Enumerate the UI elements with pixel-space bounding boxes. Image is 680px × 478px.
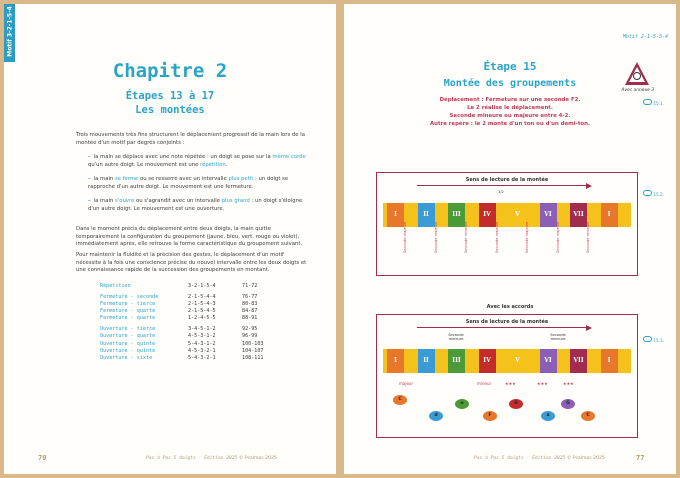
paragraph-3: Pour maintenir la fluidité et la précision des gestes, le déplacement d'un motif nécessite à la fois une conscience précise du nouvel intervalle entre les deux doigts et une connaissance rapide de la succession des groupements en montant. xyxy=(76,252,307,274)
interval-label-top: Seconde mineure xyxy=(550,333,566,341)
audio-ref-label: 15.3. xyxy=(653,338,664,343)
bullet-dash: – xyxy=(88,154,91,160)
ascent-diagram xyxy=(376,172,638,276)
motif-sequence: 1-2-4-5-5 xyxy=(188,315,216,322)
motif-name: Ouverture - quarte xyxy=(100,333,156,340)
motif-sequence: 3-2-1-5-4 xyxy=(188,283,216,289)
page-number-left: 70 xyxy=(38,454,47,462)
half-step-label: 1/2 xyxy=(498,190,504,194)
right-page xyxy=(344,4,676,474)
reading-direction-arrow xyxy=(417,327,587,328)
bullet-ouverture xyxy=(88,198,308,213)
degree-cell: V xyxy=(509,203,526,227)
degree-cell: VI xyxy=(540,349,557,373)
motif-name: Fermeture - quarte xyxy=(100,315,156,322)
bullet-text: : un doigt se rapproche d'un autre doigt. Le mouvement est une fermeture. xyxy=(88,176,289,190)
chords-title: Avec les accords xyxy=(486,304,534,310)
degree-cell: V xyxy=(509,349,526,373)
footer-left xyxy=(146,456,277,461)
motif-pages: 84-87 xyxy=(242,308,258,315)
degree-cell: III xyxy=(448,203,465,227)
interval-label: Seconde majeure xyxy=(433,221,438,253)
bullet-text: qu'un autre doigt. Le mouvement est une xyxy=(88,161,201,168)
audio-ref-1[interactable] xyxy=(643,99,664,106)
motif-pages: 96-99 xyxy=(242,333,258,340)
chapter-steps: Étapes 13 à 17 xyxy=(125,90,215,102)
intro-text: Trois mouvements très fins structurent le déplacement progressif de la main lors de la montée d'un motif par degrés conjoints : xyxy=(76,132,305,146)
chord-badge: a xyxy=(541,411,555,421)
chord-marker: ★★★ xyxy=(563,381,574,386)
degree-cell: I xyxy=(601,349,618,373)
degree-cell: IV xyxy=(479,349,496,373)
motif-name: Ouverture - quinte xyxy=(100,347,156,354)
chord-badge: C xyxy=(581,411,595,421)
motif-name: Ouverture - tierce xyxy=(100,326,156,332)
bullet-highlight: répétition xyxy=(200,161,226,168)
motif-pages: 104-107 xyxy=(242,347,264,354)
motif-sequence: 4-5-3-2-1 xyxy=(188,347,216,354)
motif-pages: 92-95 xyxy=(242,326,258,332)
bullet-text: : un doigt s'éloigne d'un autre doigt. Le mouvement est une ouverture. xyxy=(88,198,303,212)
motif-table xyxy=(100,283,300,365)
desc-line: Seconde mineure ou majeure entre 4-2. xyxy=(449,113,571,119)
interval-label: Seconde mineure xyxy=(586,221,590,253)
bullet-highlight: plus grand xyxy=(221,198,250,204)
chapter-title: Chapitre 2 xyxy=(112,60,228,82)
bullet-text: la main xyxy=(93,176,115,182)
footer-copyright: © Psalmos 2025 xyxy=(238,456,277,461)
bullet-text: ou se resserre avec un intervalle xyxy=(138,176,229,182)
left-page xyxy=(4,4,336,474)
footer-title: Pas à Pas 5 doigts - Édition 2025 xyxy=(146,456,238,461)
chord-badge: G xyxy=(561,399,575,409)
motif-sequence: 5-4-3-1-2 xyxy=(188,340,216,347)
chord-marker: ★★★ xyxy=(537,381,548,386)
footer-right xyxy=(474,456,605,461)
interval-label-top: Seconde mineure xyxy=(448,333,464,341)
audio-icon xyxy=(643,190,652,196)
bullet-fermeture xyxy=(88,176,308,191)
chord-marker: ★★★ xyxy=(505,381,516,386)
motif-side-tab xyxy=(4,4,15,62)
motif-pages: 80-83 xyxy=(242,300,258,307)
motif-pages: 108-111 xyxy=(242,355,264,362)
bullet-highlight: même corde xyxy=(272,154,306,160)
footer-copyright: © Psalmos 2025 xyxy=(566,456,605,461)
interval-label: Seconde majeure xyxy=(403,221,407,253)
degree-cell: I xyxy=(601,203,618,227)
interval-label: Seconde majeure xyxy=(525,221,529,253)
reading-direction-arrow xyxy=(417,185,587,186)
paragraph-2: Dans le moment précis du déplacement entre deux doigts, la main quitte temporairement la configuration du groupement (jaune, bleu, vert, rouge ou violet), immédiatement après, elle retrouve la forme caractéristique du groupement suivant. xyxy=(76,226,303,248)
degree-cell: VI xyxy=(540,203,557,227)
motif-sequence: 2-1-5-4-3 xyxy=(188,300,216,307)
degree-cell: VII xyxy=(570,203,587,227)
motif-pages: 88-91 xyxy=(242,315,258,322)
annexe-label: Avec annexe 3 xyxy=(621,88,654,93)
motif-sequence: 2-1-5-4-4 xyxy=(188,293,216,300)
motif-name: Fermeture - quarte xyxy=(100,308,156,315)
degree-cell: IV xyxy=(479,203,496,227)
degree-cell: II xyxy=(418,203,435,227)
motif-name: Fermeture - tierce xyxy=(100,300,156,307)
chord-badge: F xyxy=(483,411,497,421)
footer-title: Pas à Pas 5 doigts - Édition 2025 xyxy=(474,456,566,461)
chord-badge: d xyxy=(429,411,443,421)
bullet-text: . xyxy=(225,161,228,168)
motif-sequence: 2-1-5-4-5 xyxy=(188,308,216,315)
annexe-triangle-icon[interactable] xyxy=(624,61,650,87)
degree-cell: I xyxy=(387,203,404,227)
bullet-dash: – xyxy=(88,176,91,182)
desc-line: Autre repère : le 2 monte d'un ton ou d'un demi-ton. xyxy=(429,121,591,127)
degree-cell: III xyxy=(448,349,465,373)
audio-icon xyxy=(643,336,652,342)
motif-pages: 100-103 xyxy=(242,340,264,347)
interval-label: Seconde majeure xyxy=(555,221,560,253)
motif-pages: 76-77 xyxy=(242,293,258,300)
bullet-dash: – xyxy=(88,198,91,204)
bullet-text: la main se déplace avec une note répétée : un doigt se pose sur la xyxy=(93,154,273,160)
chord-badge: G xyxy=(509,399,523,409)
motif-name: Ouverture - sixte xyxy=(100,355,153,362)
degree-cell: I xyxy=(387,349,404,373)
interval-label: Seconde majeure xyxy=(494,221,499,253)
page-number-right: 77 xyxy=(636,454,645,462)
chapter-subtitle: Les montées xyxy=(135,104,205,116)
bullet-highlight: s'ouvre xyxy=(114,198,135,204)
audio-ref-label: 15.2. xyxy=(653,192,664,197)
step-title: Étape 15 xyxy=(483,60,537,73)
desc-line: Déplacement : Fermeture sur une seconde F2. xyxy=(439,97,581,103)
motif-sequence: 5-4-3-2-1 xyxy=(188,355,216,362)
chord-marker: mineur xyxy=(477,381,492,386)
chord-marker: majeur xyxy=(399,381,414,386)
audio-ref-3[interactable] xyxy=(643,336,664,343)
chord-badge: C xyxy=(393,395,407,405)
reading-direction-label: Sens de lecture de la montée xyxy=(465,319,549,325)
bullet-text: la main xyxy=(93,198,115,204)
side-tab-label: Motif 3-2-1-5-4 xyxy=(6,6,14,57)
bullet-repetition xyxy=(88,154,308,169)
audio-ref-2[interactable] xyxy=(643,190,664,197)
degree-cell: VII xyxy=(570,349,587,373)
interval-label: Seconde mineure xyxy=(464,221,468,253)
motif-pages: 71-72 xyxy=(242,283,258,289)
motif-name: Fermeture - seconde xyxy=(100,293,159,300)
motif-name: Ouverture - quinte xyxy=(100,340,156,347)
chords-diagram xyxy=(376,314,638,438)
bullet-highlight: plus petit xyxy=(228,176,254,182)
chord-badge: e xyxy=(455,399,469,409)
degree-cell: II xyxy=(418,349,435,373)
motif-sequence: 3-4-5-1-2 xyxy=(188,326,216,332)
audio-icon xyxy=(643,99,652,105)
motif-name: Répétition xyxy=(100,283,131,289)
bullet-text: ou s'agrandit avec un intervalle xyxy=(134,198,222,204)
motif-header: Motif 2-1-5-5-4 xyxy=(622,34,668,40)
reading-direction-label: Sens de lecture de la montée xyxy=(465,177,549,183)
desc-line: Le 2 réalise le déplacement. xyxy=(467,105,553,111)
bullet-highlight: se ferme xyxy=(114,176,139,182)
audio-ref-label: 15.1. xyxy=(653,101,664,106)
motif-sequence: 4-5-3-1-2 xyxy=(188,333,216,340)
step-subtitle: Montée des groupements xyxy=(443,78,577,89)
